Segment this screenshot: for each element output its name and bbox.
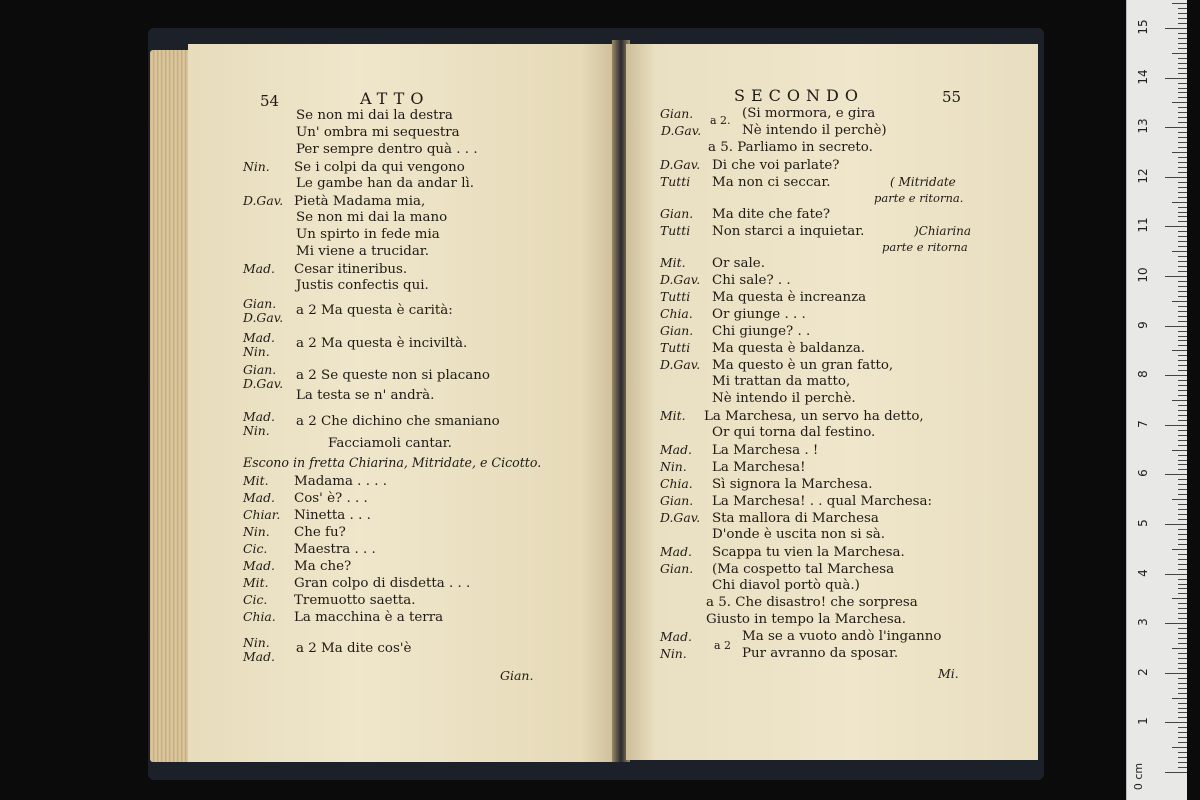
- speaker-label: Mad.: [243, 261, 275, 276]
- text-line: Se non mi dai la mano: [296, 210, 448, 225]
- ruler-tick: [1178, 703, 1187, 704]
- ruler-tick: [1178, 737, 1187, 738]
- ruler-tick: [1178, 504, 1187, 505]
- speaker-label: Nin.: [243, 524, 270, 539]
- text-line: Pur avranno da sposar.: [742, 646, 899, 661]
- text-line: D.Gav. Ma questo è un gran fatto,: [660, 357, 894, 373]
- text-line: Tutti Ma questa è baldanza.: [660, 340, 866, 356]
- ruler-tick: [1178, 430, 1187, 431]
- ruler-tick: [1178, 688, 1187, 689]
- speaker-label: Mit.: [243, 575, 269, 590]
- ruler-tick: [1172, 450, 1187, 451]
- ruler-tick: [1178, 355, 1187, 356]
- text-line: Mit. Madama . . . .: [243, 473, 387, 489]
- speaker-label: Nin.: [243, 159, 270, 174]
- speaker-label: Cic.: [243, 592, 268, 607]
- ruler-tick: [1178, 653, 1187, 654]
- text-line: a 2 Ma dite cos'è: [296, 641, 412, 656]
- ruler-tick: [1178, 207, 1187, 208]
- text-line: Mad. La Marchesa . !: [660, 442, 819, 458]
- ruler-tick: [1178, 464, 1187, 465]
- text-line: Gian. (Ma cospetto tal Marchesa: [660, 561, 895, 577]
- ruler-tick: [1178, 410, 1187, 411]
- ruler-tick: [1172, 549, 1187, 550]
- ruler-tick: [1172, 400, 1187, 401]
- ruler-tick: [1165, 623, 1187, 624]
- ruler-tick: [1172, 698, 1187, 699]
- ruler-tick: [1178, 717, 1187, 718]
- ruler-tick: [1178, 762, 1187, 763]
- ruler-tick: [1178, 63, 1187, 64]
- ruler-tick: [1178, 385, 1187, 386]
- ruler-tick: [1178, 514, 1187, 515]
- text-line: a 5. Che disastro! che sorpresa: [706, 595, 918, 610]
- text-line: D.Gav. Sta mallora di Marchesa: [660, 510, 879, 526]
- text-line: Tutti Ma questa è increanza: [660, 289, 867, 305]
- ruler-tick: [1178, 484, 1187, 485]
- text-line: Cic. Maestra . . .: [243, 541, 376, 557]
- ruler-tick: [1178, 345, 1187, 346]
- speaker-label: Chiar.: [243, 507, 281, 522]
- ruler-tick: [1178, 544, 1187, 545]
- text-line: Justis confectis qui.: [296, 278, 429, 293]
- left-running-head: ATTO: [360, 89, 430, 108]
- ruler-tick: [1178, 221, 1187, 222]
- ruler-tick: [1178, 132, 1187, 133]
- text-line: Chi diavol portò quà.): [712, 578, 860, 593]
- ruler-tick: [1172, 202, 1187, 203]
- ruler-tick: [1178, 628, 1187, 629]
- text-line: Mad. Scappa tu vien la Marchesa.: [660, 544, 905, 560]
- ruler-tick: [1178, 633, 1187, 634]
- ruler-tick: [1178, 455, 1187, 456]
- ruler-number: 9: [1136, 320, 1150, 329]
- ruler-tick: [1178, 182, 1187, 183]
- text-line: [660, 106, 712, 123]
- text-line: a 2 Ma questa è inciviltà.: [296, 336, 468, 351]
- text-line: Mit. Gran colpo di disdetta . . .: [243, 575, 471, 591]
- speaker-label: Tutti: [660, 340, 691, 355]
- text-line: Gian. La Marchesa! . . qual Marchesa:: [660, 493, 933, 509]
- ruler-tick: [1178, 390, 1187, 391]
- ruler-tick: [1178, 564, 1187, 565]
- speaker-label: Gian.: [660, 493, 694, 508]
- ruler-tick: [1178, 445, 1187, 446]
- ruler-tick: [1172, 53, 1187, 54]
- ruler-tick: [1178, 23, 1187, 24]
- ruler-tick: [1178, 420, 1187, 421]
- ruler-tick: [1178, 142, 1187, 143]
- ruler-tick: [1165, 722, 1187, 723]
- ruler-tick: [1178, 678, 1187, 679]
- ruler-tick: [1178, 360, 1187, 361]
- ruler-tick: [1165, 127, 1187, 128]
- ruler-tick: [1178, 246, 1187, 247]
- text-line: a 5. Parliamo in secreto.: [708, 140, 873, 155]
- text-line: Mi viene a trucidar.: [296, 244, 429, 259]
- ruler-tick: [1178, 683, 1187, 684]
- ruler-number: 13: [1136, 118, 1150, 134]
- speaker-label: D.Gav.: [243, 193, 284, 208]
- ruler-tick: [1178, 122, 1187, 123]
- speaker-pair: Mad. Nin.: [243, 330, 275, 359]
- text-line: a 2 Ma questa è carità:: [296, 303, 453, 318]
- ruler-tick: [1178, 256, 1187, 257]
- stage-direction: parte e ritorna: [882, 240, 968, 254]
- text-line: Nè intendo il perchè): [742, 123, 887, 138]
- text-line: Per sempre dentro quà . . .: [296, 142, 478, 157]
- ruler-tick: [1178, 534, 1187, 535]
- ruler-tick: [1178, 435, 1187, 436]
- ruler-tick: [1178, 509, 1187, 510]
- ruler-tick: [1172, 3, 1187, 4]
- ruler-tick: [1178, 291, 1187, 292]
- ruler-tick: [1178, 286, 1187, 287]
- ruler-tick: [1178, 107, 1187, 108]
- speaker-label: Mad.: [660, 629, 692, 644]
- ruler-tick: [1178, 643, 1187, 644]
- ruler-tick: [1178, 306, 1187, 307]
- ruler-tick: [1178, 365, 1187, 366]
- text-line: [660, 629, 712, 646]
- speaker-label: D.Gav.: [660, 357, 701, 372]
- ruler-tick: [1178, 554, 1187, 555]
- ruler-tick: [1178, 117, 1187, 118]
- ruler-tick: [1178, 340, 1187, 341]
- ruler-tick: [1172, 301, 1187, 302]
- left-page-number: 54: [260, 92, 280, 110]
- speaker-label: Mad.: [660, 544, 692, 559]
- ruler-tick: [1178, 668, 1187, 669]
- ruler-tick: [1178, 212, 1187, 213]
- ruler-tick: [1178, 321, 1187, 322]
- ruler-tick: [1178, 593, 1187, 594]
- ruler-tick: [1178, 663, 1187, 664]
- ruler-tick: [1178, 296, 1187, 297]
- text-line: Chia. La macchina è a terra: [243, 609, 444, 625]
- ruler-tick: [1178, 167, 1187, 168]
- speaker-label: D.Gav.: [661, 123, 702, 138]
- speaker-label: D.Gav.: [660, 510, 701, 525]
- speaker-label: Nin.: [660, 459, 687, 474]
- ruler-tick: [1178, 336, 1187, 337]
- right-catchword: Mi.: [938, 666, 959, 681]
- ruler-tick: [1178, 112, 1187, 113]
- ruler-tick: [1178, 579, 1187, 580]
- right-running-head: SECONDO: [734, 86, 864, 105]
- text-line: Giusto in tempo la Marchesa.: [706, 612, 907, 627]
- ruler-tick: [1178, 216, 1187, 217]
- ruler-tick: [1178, 539, 1187, 540]
- ruler-tick: [1178, 33, 1187, 34]
- ruler-tick: [1178, 316, 1187, 317]
- speaker-pair: Gian. D.Gav.: [243, 362, 284, 391]
- ruler-tick: [1178, 157, 1187, 158]
- ruler-tick: [1178, 529, 1187, 530]
- ruler-tick: [1165, 226, 1187, 227]
- ruler-tick: [1178, 192, 1187, 193]
- ruler-tick: [1178, 68, 1187, 69]
- ruler-tick: [1178, 137, 1187, 138]
- text-line: Chia. Or giunge . . .: [660, 306, 806, 322]
- ruler-tick: [1178, 241, 1187, 242]
- text-line: Mad. Ma che?: [243, 558, 352, 574]
- ruler-tick: [1178, 752, 1187, 753]
- ruler-number: 1: [1136, 717, 1150, 726]
- text-line: Le gambe han da andar lì.: [296, 176, 475, 191]
- ruler-tick: [1172, 350, 1187, 351]
- ruler-tick: [1178, 613, 1187, 614]
- speaker-label: Tutti: [660, 289, 691, 304]
- speaker-label: Gian.: [660, 323, 694, 338]
- ruler-tick: [1178, 88, 1187, 89]
- text-line: Nin. Che fu?: [243, 524, 346, 540]
- a2-marker: a 2.: [710, 114, 731, 127]
- text-line: a 2 Che dichino che smaniano: [296, 414, 500, 429]
- text-line: Mi trattan da matto,: [712, 374, 851, 389]
- speaker-label: Chia.: [660, 476, 693, 491]
- ruler-tick: [1165, 474, 1187, 475]
- stage-direction: )Chiarina: [914, 224, 972, 238]
- ruler-tick: [1165, 772, 1187, 773]
- speaker-label: Tutti: [660, 223, 691, 238]
- ruler-tick: [1172, 102, 1187, 103]
- ruler-tick: [1178, 331, 1187, 332]
- ruler-tick: [1178, 460, 1187, 461]
- text-line: [660, 646, 712, 663]
- ruler-tick: [1178, 162, 1187, 163]
- speaker-label: Chia.: [660, 306, 693, 321]
- ruler-tick: [1178, 395, 1187, 396]
- ruler-tick: [1178, 727, 1187, 728]
- ruler-tick: [1172, 747, 1187, 748]
- ruler-tick: [1178, 13, 1187, 14]
- ruler-tick: [1178, 147, 1187, 148]
- ruler-tick: [1178, 83, 1187, 84]
- speaker-label: D.Gav.: [660, 157, 701, 172]
- right-page-number: 55: [942, 88, 962, 106]
- text-line: Mad. Cos' è? . . .: [243, 490, 368, 506]
- ruler-tick: [1178, 712, 1187, 713]
- ruler-tick: [1178, 172, 1187, 173]
- text-line: Chiar. Ninetta . . .: [243, 507, 371, 523]
- text-line: D.Gav. Pietà Madama mia,: [243, 193, 426, 209]
- speaker-pair: Nin. Mad.: [243, 635, 275, 664]
- text-line: Ma se a vuoto andò l'inganno: [742, 629, 942, 644]
- ruler-tick: [1165, 177, 1187, 178]
- text-line: Un spirto in fede mia: [296, 227, 440, 242]
- ruler-tick: [1178, 370, 1187, 371]
- speaker-label: Mad.: [243, 490, 275, 505]
- ruler-tick: [1178, 380, 1187, 381]
- ruler-number: 7: [1136, 419, 1150, 428]
- ruler-tick: [1165, 326, 1187, 327]
- text-line: D'onde è uscita non si sà.: [712, 527, 886, 542]
- ruler-tick: [1178, 440, 1187, 441]
- ruler-tick: [1165, 524, 1187, 525]
- ruler-tick: [1178, 415, 1187, 416]
- ruler-tick: [1178, 479, 1187, 480]
- ruler-tick: [1178, 73, 1187, 74]
- text-line: Facciamoli cantar.: [328, 436, 452, 451]
- ruler-tick: [1178, 519, 1187, 520]
- ruler-number: 2: [1136, 667, 1150, 676]
- ruler-number: 8: [1136, 370, 1150, 379]
- ruler-tick: [1172, 251, 1187, 252]
- ruler-number: 15: [1136, 19, 1150, 35]
- ruler-tick: [1178, 38, 1187, 39]
- ruler-tick: [1178, 311, 1187, 312]
- speaker-label: Gian.: [660, 561, 694, 576]
- ruler-tick: [1178, 569, 1187, 570]
- ruler-tick: [1165, 673, 1187, 674]
- text-line: Gian. Chi giunge? . .: [660, 323, 811, 339]
- ruler-tick: [1178, 18, 1187, 19]
- ruler-tick: [1178, 58, 1187, 59]
- ruler-tick: [1178, 693, 1187, 694]
- speaker-label: Mit.: [243, 473, 269, 488]
- speaker-label: Mad.: [243, 558, 275, 573]
- ruler-tick: [1178, 608, 1187, 609]
- text-line: Chia. Sì signora la Marchesa.: [660, 476, 873, 492]
- ruler-tick: [1178, 742, 1187, 743]
- text-line: Mit. La Marchesa, un servo ha detto,: [660, 408, 924, 424]
- ruler-tick: [1178, 588, 1187, 589]
- left-catchword: Gian.: [500, 668, 534, 683]
- ruler-number: 14: [1136, 68, 1150, 85]
- text-line: Mad. Cesar itineribus.: [243, 261, 408, 277]
- ruler-tick: [1178, 658, 1187, 659]
- text-line: Un' ombra mi sequestra: [296, 125, 460, 140]
- text-line: Se non mi dai la destra: [296, 108, 453, 123]
- ruler-number: 6: [1136, 469, 1150, 478]
- ruler-tick: [1178, 618, 1187, 619]
- scale-ruler: [1126, 0, 1187, 800]
- ruler-tick: [1178, 187, 1187, 188]
- ruler-tick: [1178, 271, 1187, 272]
- speaker-pair: Mad. Nin.: [243, 409, 275, 438]
- ruler-number: 10: [1136, 267, 1150, 283]
- ruler-tick: [1178, 43, 1187, 44]
- ruler-tick: [1178, 469, 1187, 470]
- text-line: Tutti Non starci a inquietar.: [660, 223, 865, 239]
- speaker-label: Cic.: [243, 541, 268, 556]
- ruler-tick: [1178, 603, 1187, 604]
- ruler-tick: [1178, 266, 1187, 267]
- ruler-tick: [1172, 598, 1187, 599]
- ruler-tick: [1172, 648, 1187, 649]
- stage-direction: Escono in fretta Chiarina, Mitridate, e Cicotto.: [243, 455, 542, 470]
- speaker-label: Gian.: [660, 206, 694, 221]
- text-line: Cic. Tremuotto saetta.: [243, 592, 416, 608]
- ruler-tick: [1178, 8, 1187, 9]
- right-page: [626, 44, 1038, 760]
- speaker-label: Gian.: [660, 106, 694, 121]
- speaker-label: Tutti: [660, 174, 691, 189]
- text-line: Nin. Se i colpi da qui vengono: [243, 159, 465, 175]
- ruler-number: 5: [1136, 519, 1150, 527]
- ruler-tick: [1178, 757, 1187, 758]
- speaker-label: Mit.: [660, 408, 686, 423]
- ruler-tick: [1178, 708, 1187, 709]
- text-line: Gian. Ma dite che fate?: [660, 206, 831, 222]
- ruler-tick: [1178, 405, 1187, 406]
- text-line: Mit. Or sale.: [660, 255, 765, 271]
- text-line: [661, 123, 713, 140]
- text-line: Nè intendo il perchè.: [712, 391, 856, 406]
- speaker-label: Chia.: [243, 609, 276, 624]
- speaker-label: D.Gav.: [660, 272, 701, 287]
- ruler-tick: [1178, 48, 1187, 49]
- ruler-tick: [1165, 375, 1187, 376]
- ruler-tick: [1178, 97, 1187, 98]
- ruler-tick: [1165, 28, 1187, 29]
- ruler-tick: [1178, 559, 1187, 560]
- ruler-number: 3: [1136, 618, 1150, 627]
- ruler-tick: [1165, 276, 1187, 277]
- a2-marker: a 2: [714, 639, 732, 652]
- speaker-label: Mit.: [660, 255, 686, 270]
- ruler-tick: [1178, 767, 1187, 768]
- text-line: (Si mormora, e gira: [742, 106, 876, 121]
- speaker-pair: Gian. D.Gav.: [243, 296, 284, 325]
- speaker-label: Nin.: [660, 646, 687, 661]
- ruler-number: 12: [1136, 168, 1150, 184]
- ruler-tick: [1178, 261, 1187, 262]
- ruler-tick: [1178, 236, 1187, 237]
- text-line: La testa se n' andrà.: [296, 388, 435, 403]
- stage-direction: parte e ritorna.: [874, 191, 964, 205]
- ruler-tick: [1178, 494, 1187, 495]
- ruler-tick: [1165, 574, 1187, 575]
- ruler-number: 4: [1136, 568, 1150, 577]
- speaker-label: Mad.: [660, 442, 692, 457]
- ruler-tick: [1165, 78, 1187, 79]
- text-line: D.Gav. Di che voi parlate?: [660, 157, 840, 173]
- ruler-tick: [1178, 281, 1187, 282]
- ruler-tick: [1178, 584, 1187, 585]
- text-line: D.Gav. Chi sale? . .: [660, 272, 791, 288]
- text-line: a 2 Se queste non si placano: [296, 368, 490, 383]
- ruler-tick: [1178, 92, 1187, 93]
- left-page: [188, 44, 616, 762]
- ruler-tick: [1178, 732, 1187, 733]
- ruler-tick: [1178, 231, 1187, 232]
- text-line: Nin. La Marchesa!: [660, 459, 806, 475]
- ruler-tick: [1172, 152, 1187, 153]
- text-line: Or qui torna dal festino.: [712, 425, 876, 440]
- text-line: Tutti Ma non ci seccar.: [660, 174, 831, 190]
- ruler-unit: 0 cm: [1132, 762, 1146, 791]
- ruler-tick: [1178, 489, 1187, 490]
- ruler-tick: [1178, 197, 1187, 198]
- stage-direction: ( Mitridate: [890, 175, 956, 189]
- ruler-tick: [1178, 638, 1187, 639]
- ruler-tick: [1172, 499, 1187, 500]
- ruler-tick: [1165, 425, 1187, 426]
- ruler-number: 11: [1136, 217, 1150, 234]
